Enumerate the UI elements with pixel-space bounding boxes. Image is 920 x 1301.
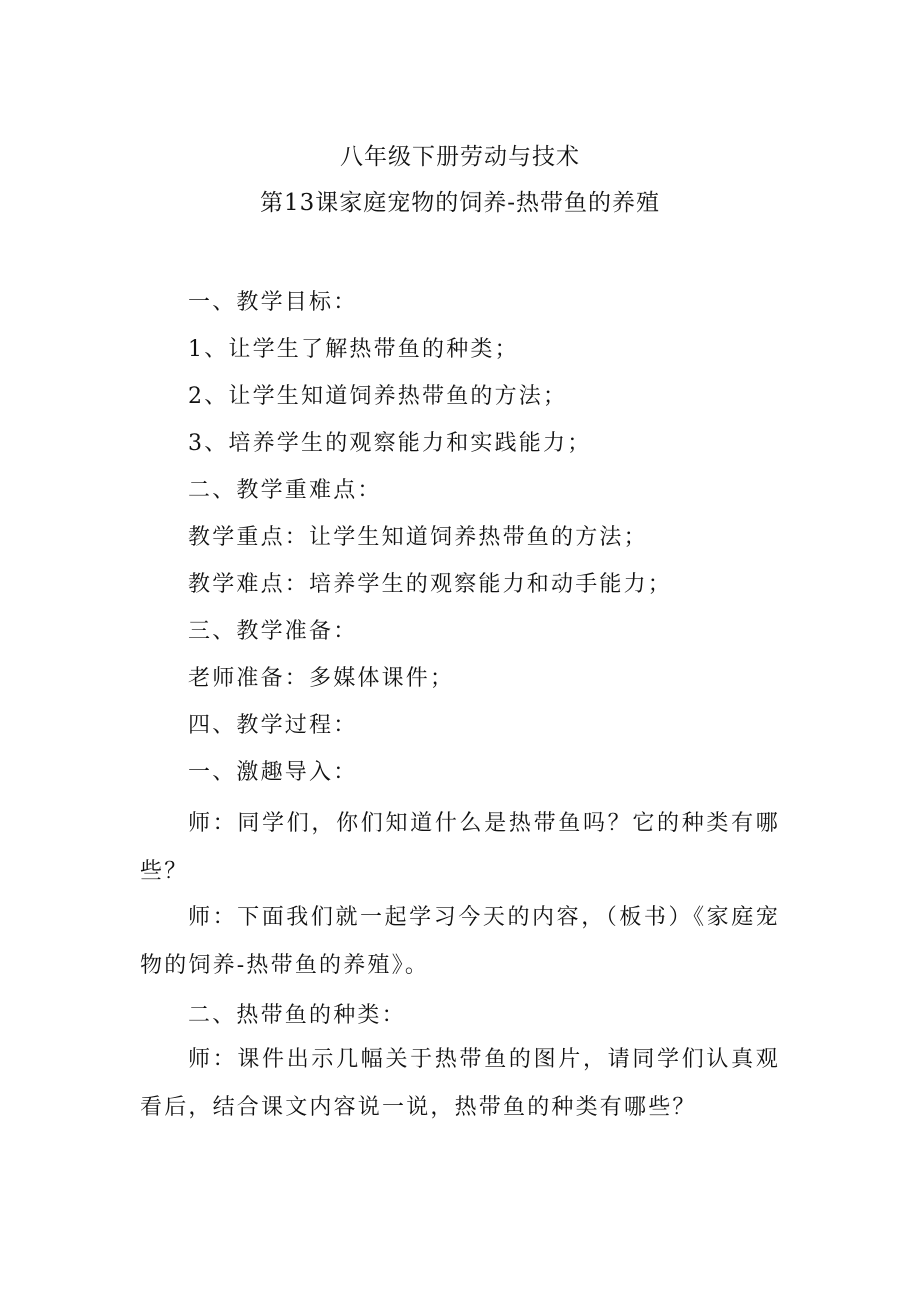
document-title: 八年级下册劳动与技术: [340, 144, 580, 170]
goal-item-1: 1、让学生了解热带鱼的种类；: [188, 337, 519, 362]
goal-item-2: 2、让学生知道饲养热带鱼的方法；: [188, 384, 568, 409]
heading-fish-types: 二、热带鱼的种类：: [188, 1003, 406, 1028]
document-subtitle: 第13课家庭宠物的饲养-热带鱼的养殖: [259, 190, 661, 216]
heading-preparation: 三、教学准备：: [188, 619, 358, 644]
key-point: 教学重点：让学生知道饲养热带鱼的方法；: [188, 525, 648, 550]
heading-introduction: 一、激趣导入：: [188, 760, 358, 785]
goal-item-3: 3、培养学生的观察能力和实践能力；: [188, 431, 592, 456]
paragraph-intro-question: 师：同学们，你们知道什么是热带鱼吗？它的种类有哪些？: [140, 811, 780, 884]
paragraph-board-writing: 师：下面我们就一起学习今天的内容，（板书）《家庭宠物的饲养-热带鱼的养殖》。: [140, 905, 780, 978]
heading-teaching-process: 四、教学过程：: [188, 713, 358, 738]
heading-teaching-goals: 一、教学目标：: [188, 290, 358, 315]
heading-key-points: 二、教学重难点：: [188, 478, 382, 503]
teacher-preparation: 老师准备：多媒体课件；: [188, 666, 455, 691]
difficult-point: 教学难点：培养学生的观察能力和动手能力；: [188, 572, 673, 597]
paragraph-fish-pictures: 师：课件出示几幅关于热带鱼的图片，请同学们认真观看后，结合课文内容说一说，热带鱼的种类有哪些？: [140, 1047, 780, 1120]
